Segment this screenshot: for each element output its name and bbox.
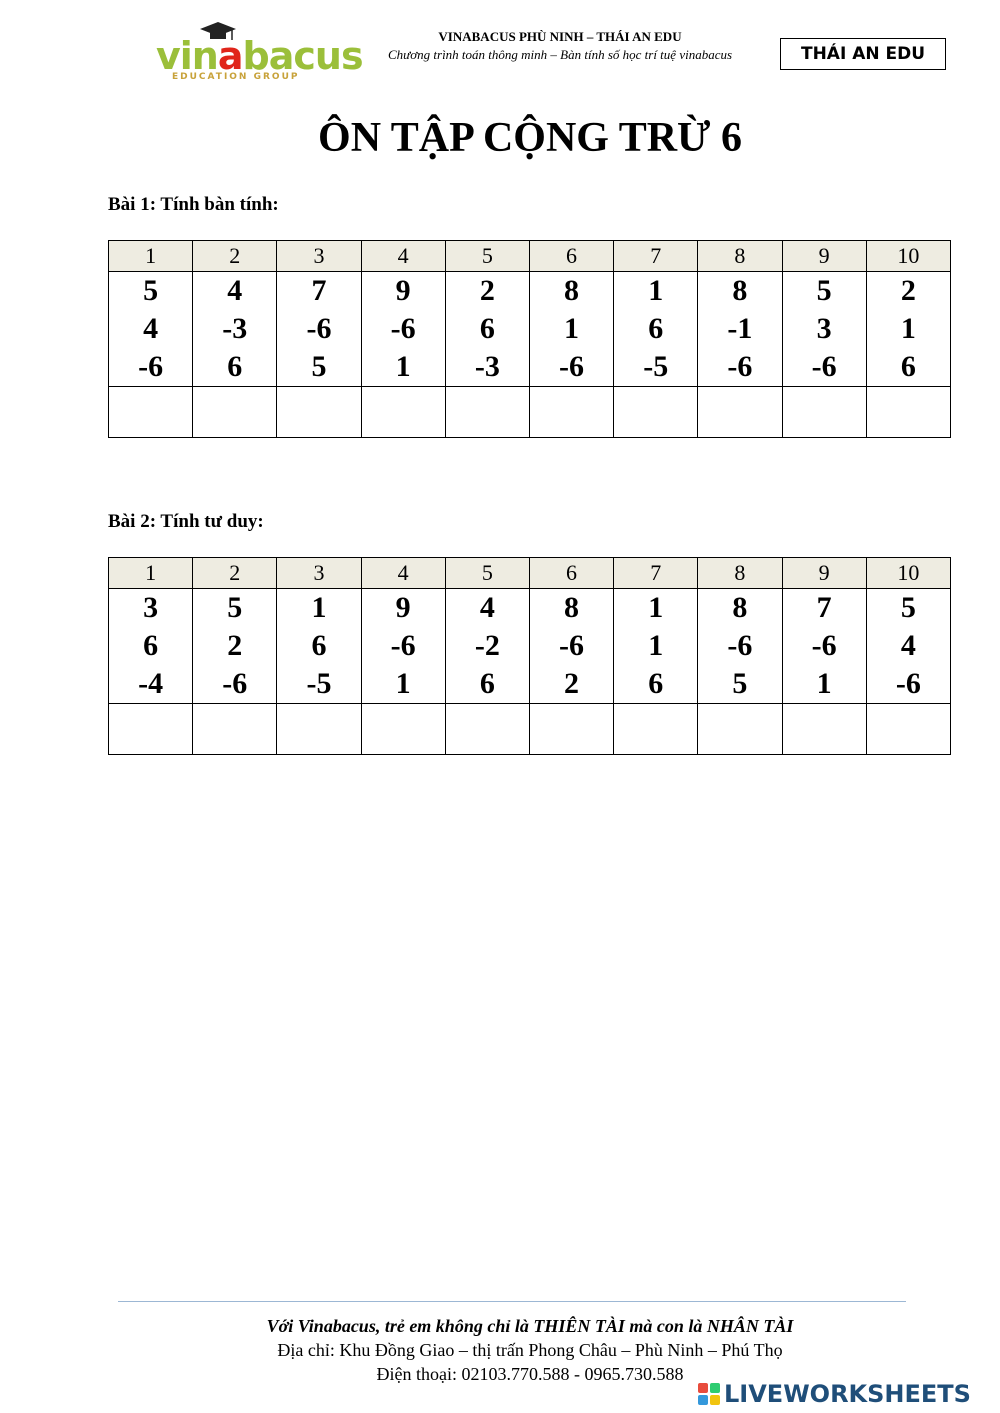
liveworksheets-watermark <box>698 1380 971 1408</box>
problem-number: 7 <box>816 591 832 624</box>
page-title: ÔN TẬP CỘNG TRỪ 6 <box>318 115 742 161</box>
answer-cell[interactable] <box>614 704 698 755</box>
problem-number: 1 <box>395 667 411 700</box>
answer-cell[interactable] <box>445 387 529 438</box>
column-number: 7 <box>614 558 698 589</box>
problem-number: 6 <box>227 350 243 383</box>
problem-number: 4 <box>900 629 916 662</box>
problem-number: -6 <box>727 350 753 383</box>
footer-slogan: Với Vinabacus, trẻ em không chỉ là THIÊN TÀI mà con là NHÂN TÀI <box>266 1316 794 1336</box>
problem-number: 4 <box>479 591 495 624</box>
problem-cell <box>529 272 613 387</box>
problem-number: -3 <box>222 312 248 345</box>
problem-cell <box>109 272 193 387</box>
problem-number: 5 <box>816 274 832 307</box>
problem-number: -6 <box>811 350 837 383</box>
column-number: 4 <box>361 558 445 589</box>
problem-number: 7 <box>311 274 327 307</box>
problem-number: -6 <box>306 312 332 345</box>
problem-number: 1 <box>648 629 664 662</box>
problem-number: 5 <box>732 667 748 700</box>
problem-number: 8 <box>732 591 748 624</box>
column-number: 8 <box>698 558 782 589</box>
answer-cell[interactable] <box>109 704 193 755</box>
logo-wordmark: vinabacus <box>156 34 363 78</box>
problem-number: -6 <box>727 629 753 662</box>
problem-number: 5 <box>143 274 159 307</box>
problem-number: 2 <box>227 629 243 662</box>
liveworksheets-icon <box>698 1383 720 1405</box>
problem-cell <box>698 589 782 704</box>
problem-number: 1 <box>311 591 327 624</box>
problem-number: -6 <box>895 667 921 700</box>
column-number: 2 <box>193 558 277 589</box>
problem-number: -4 <box>138 667 164 700</box>
problem-number: 4 <box>227 274 243 307</box>
exercise1-problems-row <box>109 272 951 387</box>
problem-cell <box>361 589 445 704</box>
problem-number: 2 <box>900 274 916 307</box>
problem-number: 6 <box>900 350 916 383</box>
column-number: 3 <box>277 241 361 272</box>
problem-number: 1 <box>648 274 664 307</box>
column-number: 1 <box>109 241 193 272</box>
problem-number: 2 <box>564 667 580 700</box>
problem-number: 1 <box>816 667 832 700</box>
problem-number: -6 <box>559 350 585 383</box>
problem-number: -6 <box>138 350 164 383</box>
problem-number: 8 <box>564 274 580 307</box>
problem-number: 6 <box>143 629 159 662</box>
problem-number: 3 <box>143 591 159 624</box>
problem-cell <box>109 589 193 704</box>
problem-cell <box>698 272 782 387</box>
column-number: 5 <box>445 241 529 272</box>
exercise1-table <box>108 240 951 438</box>
problem-number: 3 <box>816 312 832 345</box>
problem-number: 8 <box>564 591 580 624</box>
problem-number: -1 <box>727 312 753 345</box>
exercise2-table <box>108 557 951 755</box>
problem-number: 1 <box>395 350 411 383</box>
problem-number: -5 <box>643 350 669 383</box>
exercise2-header-row <box>109 558 951 589</box>
problem-number: -5 <box>306 667 332 700</box>
problem-cell <box>866 589 950 704</box>
problem-number: -6 <box>390 312 416 345</box>
problem-number: 1 <box>564 312 580 345</box>
exercise2-problems-row <box>109 589 951 704</box>
answer-cell[interactable] <box>866 387 950 438</box>
problem-cell <box>614 589 698 704</box>
exercise1-answer-row <box>109 387 951 438</box>
problem-number: 1 <box>900 312 916 345</box>
column-number: 10 <box>866 241 950 272</box>
exercise1-heading: Bài 1: Tính bàn tính: <box>108 194 279 215</box>
footer-divider <box>118 1301 906 1302</box>
problem-cell <box>782 272 866 387</box>
problem-number: 6 <box>311 629 327 662</box>
problem-cell <box>277 589 361 704</box>
problem-number: 9 <box>395 274 411 307</box>
problem-cell <box>614 272 698 387</box>
answer-cell[interactable] <box>698 387 782 438</box>
answer-cell[interactable] <box>361 704 445 755</box>
problem-number: -3 <box>474 350 500 383</box>
problem-cell <box>361 272 445 387</box>
problem-number: 2 <box>479 274 495 307</box>
column-number: 7 <box>614 241 698 272</box>
column-number: 9 <box>782 241 866 272</box>
column-number: 10 <box>866 558 950 589</box>
exercise2-answer-row <box>109 704 951 755</box>
column-number: 3 <box>277 558 361 589</box>
answer-cell[interactable] <box>529 704 613 755</box>
problem-cell <box>277 272 361 387</box>
program-description: Chương trình toán thông minh – Bàn tính số học trí tuệ vinabacus <box>387 47 733 62</box>
problem-number: -6 <box>559 629 585 662</box>
exercise2-heading: Bài 2: Tính tư duy: <box>108 511 264 532</box>
column-number: 8 <box>698 241 782 272</box>
column-number: 5 <box>445 558 529 589</box>
column-number: 2 <box>193 241 277 272</box>
answer-cell[interactable] <box>277 387 361 438</box>
problem-cell <box>445 589 529 704</box>
column-number: 4 <box>361 241 445 272</box>
answer-cell[interactable] <box>782 387 866 438</box>
problem-cell <box>193 589 277 704</box>
answer-cell[interactable] <box>866 704 950 755</box>
answer-cell[interactable] <box>277 704 361 755</box>
problem-number: 4 <box>143 312 159 345</box>
answer-cell[interactable] <box>614 387 698 438</box>
logo-tagline: EDUCATION GROUP <box>172 72 300 82</box>
problem-number: 5 <box>900 591 916 624</box>
answer-cell[interactable] <box>193 704 277 755</box>
exercise1-header-row <box>109 241 951 272</box>
problem-number: 6 <box>648 667 664 700</box>
answer-cell[interactable] <box>193 387 277 438</box>
problem-number: -6 <box>222 667 248 700</box>
problem-cell <box>529 589 613 704</box>
answer-cell[interactable] <box>698 704 782 755</box>
problem-cell <box>782 589 866 704</box>
footer-address: Địa chỉ: Khu Đồng Giao – thị trấn Phong Châu – Phù Ninh – Phú Thọ <box>277 1340 783 1360</box>
problem-cell <box>866 272 950 387</box>
problem-number: 5 <box>311 350 327 383</box>
column-number: 6 <box>529 558 613 589</box>
problem-cell <box>193 272 277 387</box>
problem-number: 6 <box>648 312 664 345</box>
brand-box: THÁI AN EDU <box>780 38 946 70</box>
organization-name: VINABACUS PHÙ NINH – THÁI AN EDU <box>438 29 682 44</box>
column-number: 1 <box>109 558 193 589</box>
vinabacus-logo <box>152 20 363 86</box>
problem-number: 6 <box>479 667 495 700</box>
problem-number: 6 <box>479 312 495 345</box>
problem-number: -2 <box>474 629 500 662</box>
answer-cell[interactable] <box>109 387 193 438</box>
column-number: 9 <box>782 558 866 589</box>
problem-cell <box>445 272 529 387</box>
answer-cell[interactable] <box>361 387 445 438</box>
problem-number: 5 <box>227 591 243 624</box>
answer-cell[interactable] <box>529 387 613 438</box>
problem-number: 8 <box>732 274 748 307</box>
answer-cell[interactable] <box>445 704 529 755</box>
footer-phone: Điện thoại: 02103.770.588 - 0965.730.588 <box>376 1364 684 1384</box>
column-number: 6 <box>529 241 613 272</box>
liveworksheets-text: LIVEWORKSHEETS <box>724 1380 971 1408</box>
problem-number: -6 <box>811 629 837 662</box>
problem-number: 1 <box>648 591 664 624</box>
answer-cell[interactable] <box>782 704 866 755</box>
problem-number: -6 <box>390 629 416 662</box>
problem-number: 9 <box>395 591 411 624</box>
